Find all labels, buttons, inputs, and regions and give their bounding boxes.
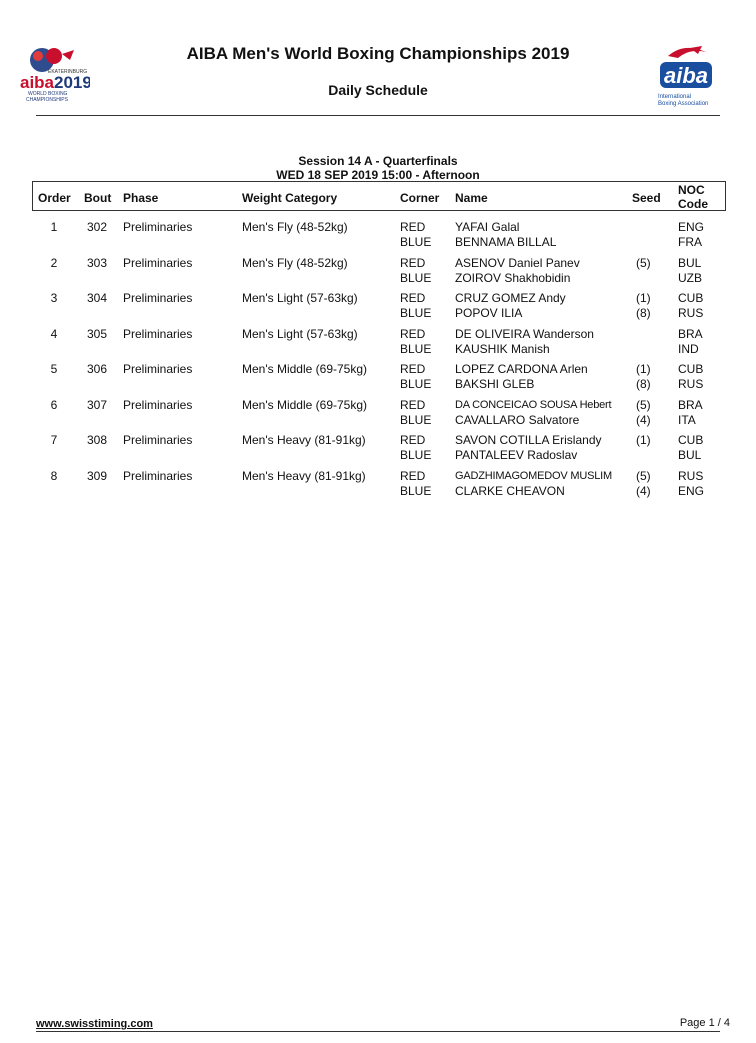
blue-noc: UZB [678,270,702,285]
phase-cell: Preliminaries [123,433,193,447]
red-seed: (1) [636,291,651,305]
red-corner: RED [400,291,426,305]
phase-cell: Preliminaries [123,255,193,270]
phase-cell: Preliminaries [123,362,193,376]
weight-cell: Men's Light (57-63kg) [242,291,358,305]
blue-name: PANTALEEV Radoslav [455,448,578,462]
blue-corner: BLUE [400,341,432,356]
session-title: Session 14 A - Quarterfinals [298,154,458,168]
bout-cell: 305 [87,326,108,341]
blue-name: POPOV ILIA [455,306,523,320]
svg-text:2019: 2019 [54,73,90,92]
phase-cell: Preliminaries [123,291,193,305]
blue-corner: BLUE [400,412,432,427]
bout-cell: 304 [87,291,108,305]
table-row [32,291,726,323]
weight-cell: Men's Middle (69-75kg) [242,397,368,412]
phase-cell: Preliminaries [123,220,193,234]
order-cell: 1 [50,220,58,234]
bout-cell: 308 [87,433,108,447]
red-name: YAFAI Galal [455,220,520,234]
blue-noc: BUL [678,448,702,462]
bout-cell: 303 [87,255,108,270]
blue-corner: BLUE [400,235,432,249]
table-row [32,256,726,288]
bout-cell: 306 [87,362,108,376]
phase-cell: Preliminaries [123,468,193,483]
header-noc: NOC [678,183,705,197]
red-name: SAVON COTILLA Erislandy [455,433,602,447]
aiba-logo [650,44,720,110]
red-name: DA CONCEICAO SOUSA Hebert [455,398,612,411]
bout-cell: 302 [87,220,108,234]
red-name: ASENOV Daniel Panev [455,255,580,270]
table-row [32,327,726,359]
phase-cell: Preliminaries [123,397,193,412]
blue-corner: BLUE [400,483,432,498]
blue-seed: (8) [636,306,651,320]
red-noc: CUB [678,433,704,447]
svg-text:aiba: aiba [663,63,709,88]
header-rule [36,115,720,116]
red-name: GADZHIMAGOMEDOV MUSLIM [455,469,612,482]
red-corner: RED [400,255,426,270]
red-corner: RED [400,433,426,447]
order-cell: 6 [50,397,58,412]
red-noc: BUL [678,255,702,270]
blue-noc: RUS [678,306,704,320]
blue-corner: BLUE [400,448,432,462]
weight-cell: Men's Heavy (81-91kg) [242,433,366,447]
svg-text:International: International [658,94,692,100]
red-noc: CUB [678,362,704,376]
order-cell: 7 [50,433,58,447]
red-corner: RED [400,220,426,234]
order-cell: 3 [50,291,58,305]
blue-seed: (8) [636,377,651,391]
blue-noc: RUS [678,377,704,391]
red-corner: RED [400,397,426,412]
header-bout: Bout [84,191,112,205]
page-number: Page 1 / 4 [679,1017,730,1029]
header-code: Code [678,197,708,211]
red-noc: CUB [678,291,704,305]
blue-name: ZOIROV Shakhobidin [455,270,571,285]
blue-seed: (4) [636,412,651,427]
red-seed: (5) [636,255,651,270]
red-corner: RED [400,362,426,376]
page-title: AIBA Men's World Boxing Championships 2019 [186,44,570,63]
phase-cell: Preliminaries [123,326,193,341]
blue-corner: BLUE [400,270,432,285]
header-order: Order [38,191,71,205]
blue-noc: IND [678,341,699,356]
header-seed: Seed [632,191,661,205]
red-name: LOPEZ CARDONA Arlen [455,362,588,376]
table-row [32,362,726,394]
blue-corner: BLUE [400,306,432,320]
weight-cell: Men's Heavy (81-91kg) [242,468,366,483]
footer-link[interactable]: www.swisstiming.com [36,1018,153,1030]
red-corner: RED [400,326,426,341]
svg-text:EKATERINBURG: EKATERINBURG [48,69,88,75]
blue-noc: FRA [678,235,702,249]
red-noc: BRA [678,326,703,341]
order-cell: 2 [50,255,58,270]
blue-name: BAKSHI GLEB [455,377,535,391]
order-cell: 5 [50,362,58,376]
bout-cell: 309 [87,468,108,483]
weight-cell: Men's Light (57-63kg) [242,326,358,341]
table-row [32,469,726,501]
svg-text:Boxing Association: Boxing Association [658,101,709,107]
red-noc: BRA [678,397,703,412]
order-cell: 8 [50,468,58,483]
bout-cell: 307 [87,397,108,412]
red-seed: (5) [636,468,651,483]
header-weight: Weight Category [242,191,338,205]
blue-corner: BLUE [400,377,432,391]
red-seed: (1) [636,362,651,376]
weight-cell: Men's Fly (48-52kg) [242,220,348,234]
blue-name: BENNAMA BILLAL [455,235,557,249]
header-phase: Phase [123,191,159,205]
red-seed: (5) [636,397,651,412]
svg-text:WORLD BOXING: WORLD BOXING [28,91,68,97]
table-row [32,433,726,465]
red-name: DE OLIVEIRA Wanderson [455,326,594,341]
blue-noc: ITA [678,412,696,427]
blue-name: KAUSHIK Manish [455,341,550,356]
red-name: CRUZ GOMEZ Andy [455,291,566,305]
svg-text:CHAMPIONSHIPS: CHAMPIONSHIPS [26,97,68,103]
blue-seed: (4) [636,483,651,498]
red-seed: (1) [636,433,651,447]
order-cell: 4 [50,326,58,341]
header-name: Name [455,191,488,205]
table-row [32,398,726,430]
blue-noc: ENG [678,483,705,498]
red-corner: RED [400,468,426,483]
session-datetime: WED 18 SEP 2019 15:00 - Afternoon [276,168,480,182]
red-noc: RUS [678,468,704,483]
table-row [32,220,726,252]
blue-name: CAVALLARO Salvatore [455,412,580,427]
footer-rule [36,1031,720,1032]
blue-name: CLARKE CHEAVON [455,483,565,498]
weight-cell: Men's Fly (48-52kg) [242,255,348,270]
page-subtitle: Daily Schedule [328,82,428,98]
header-corner: Corner [400,191,440,205]
red-noc: ENG [678,220,705,234]
weight-cell: Men's Middle (69-75kg) [242,362,368,376]
svg-text:aiba: aiba [20,73,55,92]
